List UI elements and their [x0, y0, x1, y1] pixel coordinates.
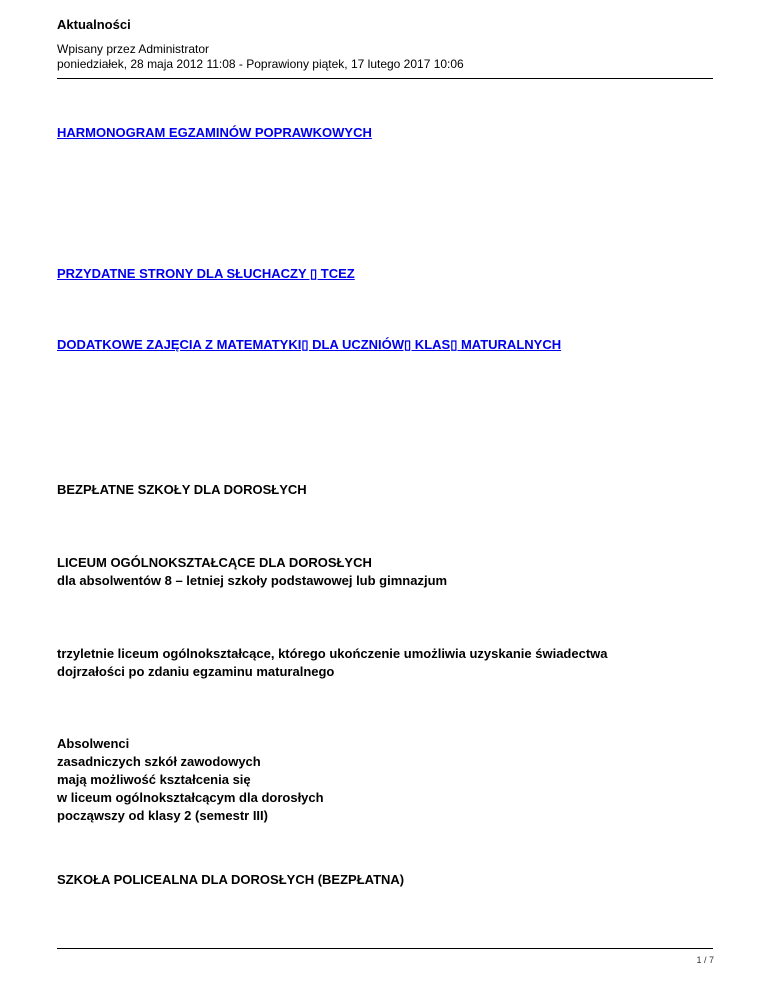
liceum-description: [57, 645, 608, 681]
graduates-line: Absolwenci: [57, 736, 130, 751]
graduates-line: mają możliwość kształcenia się: [57, 772, 251, 787]
liceum-section: [57, 554, 447, 590]
useful-pages-link[interactable]: PRZYDATNE STRONY DLA SŁUCHACZY ▯ TCEZ: [57, 266, 355, 281]
math-classes-link[interactable]: DODATKOWE ZAJĘCIA Z MATEMATYKI▯ DLA UCZNIÓW▯ KLAS▯ MATURALNYCH: [57, 337, 562, 352]
policealna-heading: SZKOŁA POLICEALNA DLA DOROSŁYCH (BEZPŁATNA): [57, 872, 405, 887]
exam-schedule-link[interactable]: HARMONOGRAM EGZAMINÓW POPRAWKOWYCH: [57, 125, 372, 140]
graduates-section: [57, 735, 324, 825]
free-schools-heading: BEZPŁATNE SZKOŁY DLA DOROSŁYCH: [57, 482, 307, 497]
page-title: Aktualności: [57, 17, 131, 32]
dates-line: poniedziałek, 28 maja 2012 11:08 - Poprawiony piątek, 17 lutego 2017 10:06: [57, 57, 464, 71]
liceum-heading: LICEUM OGÓLNOKSZTAŁCĄCE DLA DOROSŁYCH: [57, 555, 372, 570]
description-line: dojrzałości po zdaniu egzaminu maturalnego: [57, 664, 335, 679]
graduates-line: począwszy od klasy 2 (semestr III): [57, 808, 268, 823]
liceum-subheading: dla absolwentów 8 – letniej szkoły podstawowej lub gimnazjum: [57, 573, 448, 588]
graduates-line: w liceum ogólnokształcącym dla dorosłych: [57, 790, 324, 805]
page-number: 1 / 7: [696, 955, 714, 965]
author-line: Wpisany przez Administrator: [57, 42, 210, 56]
header-divider: [57, 78, 713, 79]
graduates-line: zasadniczych szkół zawodowych: [57, 754, 261, 769]
footer-divider: [57, 948, 713, 949]
description-line: trzyletnie liceum ogólnokształcące, którego ukończenie umożliwia uzyskanie świadectwa: [57, 646, 608, 661]
